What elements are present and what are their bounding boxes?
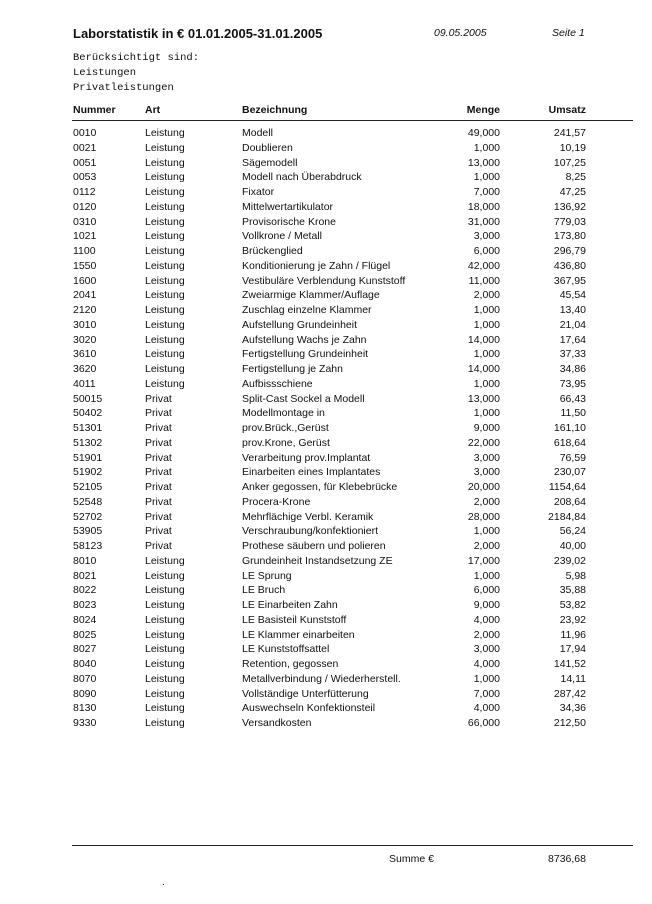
cell-bezeichnung: Sägemodell — [242, 156, 298, 169]
cell-bezeichnung: Verschraubung/konfektioniert — [242, 525, 379, 538]
cell-bezeichnung: Modell — [242, 127, 273, 139]
cell-art: Leistung — [145, 554, 185, 567]
cell-art: Leistung — [145, 245, 185, 257]
cell-nummer: 0021 — [73, 141, 97, 154]
column-header-umsatz: Umsatz — [548, 104, 586, 116]
cell-menge: 13,000 — [467, 156, 500, 169]
cell-art: Leistung — [145, 333, 185, 346]
cell-umsatz: 14,11 — [560, 672, 586, 685]
column-header-menge: Menge — [466, 104, 500, 116]
cell-nummer: 52702 — [73, 510, 103, 523]
cell-umsatz: 208,64 — [553, 495, 586, 508]
cell-bezeichnung: Split-Cast Sockel a Modell — [242, 392, 365, 405]
cell-menge: 9,000 — [473, 599, 500, 611]
cell-bezeichnung: Zweiarmige Klammer/Auflage — [242, 289, 380, 302]
cell-bezeichnung: Mehrflächige Verbl. Keramik — [242, 510, 374, 523]
cell-nummer: 8025 — [73, 628, 97, 641]
cell-art: Leistung — [145, 127, 185, 139]
cell-nummer: 53905 — [73, 525, 103, 538]
cell-menge: 6,000 — [473, 245, 500, 257]
cell-nummer: 1021 — [73, 230, 97, 243]
cell-nummer: 58123 — [73, 540, 103, 552]
table-row — [0, 142, 652, 157]
table-row — [0, 216, 652, 231]
table-row — [0, 614, 652, 629]
cell-menge: 22,000 — [467, 436, 500, 449]
table-row — [0, 481, 652, 496]
cell-bezeichnung: Verarbeitung prov.Implantat — [242, 451, 371, 464]
table-row — [0, 407, 652, 422]
cell-menge: 11,000 — [468, 274, 500, 287]
cell-menge: 49,000 — [467, 127, 500, 139]
cell-bezeichnung: Versandkosten — [242, 717, 312, 729]
cell-art: Leistung — [145, 658, 185, 670]
cell-art: Leistung — [145, 687, 185, 700]
cell-bezeichnung: LE Einarbeiten Zahn — [242, 599, 338, 611]
cell-umsatz: 136,92 — [553, 200, 586, 213]
cell-art: Leistung — [145, 171, 185, 184]
cell-umsatz: 161,10 — [553, 422, 586, 434]
cell-art: Leistung — [145, 717, 185, 729]
report-date: 09.05.2005 — [434, 27, 487, 39]
cell-nummer: 51301 — [73, 422, 103, 434]
table-row — [0, 525, 652, 540]
cell-umsatz: 8,25 — [565, 171, 586, 184]
cell-umsatz: 37,33 — [559, 348, 586, 361]
cell-menge: 1,000 — [473, 377, 500, 390]
cell-menge: 18,000 — [467, 200, 500, 213]
cell-umsatz: 212,50 — [553, 717, 586, 729]
table-row — [0, 157, 652, 172]
page-number: Seite 1 — [552, 27, 585, 39]
cell-nummer: 2120 — [73, 304, 97, 316]
cell-menge: 14,000 — [467, 333, 500, 346]
cell-nummer: 51302 — [73, 436, 103, 449]
cell-nummer: 3620 — [73, 363, 97, 375]
cell-nummer: 8070 — [73, 672, 97, 685]
table-row — [0, 511, 652, 526]
table-row — [0, 422, 652, 437]
cell-umsatz: 11,96 — [560, 628, 586, 641]
cell-art: Privat — [145, 510, 172, 523]
cell-art: Leistung — [145, 584, 185, 597]
cell-nummer: 0120 — [73, 200, 97, 213]
table-row — [0, 319, 652, 334]
cell-umsatz: 47,25 — [559, 186, 586, 198]
table-row — [0, 363, 652, 378]
cell-bezeichnung: Vestibuläre Verblendung Kunststoff — [242, 274, 406, 287]
cell-umsatz: 34,86 — [559, 363, 586, 375]
cell-umsatz: 107,25 — [553, 156, 586, 169]
cell-bezeichnung: Modellmontage in — [242, 407, 325, 420]
cell-umsatz: 40,00 — [559, 540, 586, 552]
cell-bezeichnung: Prothese säubern und polieren — [242, 540, 386, 552]
table-row — [0, 658, 652, 673]
cell-nummer: 1600 — [73, 274, 97, 287]
cell-nummer: 8023 — [73, 599, 97, 611]
cell-menge: 1,000 — [473, 672, 500, 685]
cell-bezeichnung: Aufstellung Grundeinheit — [242, 318, 357, 331]
table-row — [0, 186, 652, 201]
cell-nummer: 1550 — [73, 259, 97, 272]
cell-menge: 7,000 — [473, 186, 500, 198]
table-row — [0, 688, 652, 703]
cell-menge: 28,000 — [467, 510, 500, 523]
cell-bezeichnung: Retention, gegossen — [242, 658, 339, 670]
cell-art: Leistung — [145, 156, 185, 169]
cell-umsatz: 1154,64 — [548, 481, 586, 493]
cell-menge: 3,000 — [473, 230, 500, 243]
cell-art: Leistung — [145, 628, 185, 641]
cell-art: Privat — [145, 392, 172, 405]
table-row — [0, 171, 652, 186]
cell-nummer: 3020 — [73, 333, 97, 346]
cell-menge: 1,000 — [473, 171, 500, 184]
cell-nummer: 3010 — [73, 318, 97, 331]
cell-nummer: 51902 — [73, 466, 103, 479]
cell-art: Privat — [145, 495, 172, 508]
cell-bezeichnung: Einarbeiten eines Implantates — [242, 466, 381, 479]
cell-nummer: 50015 — [73, 392, 103, 405]
cell-umsatz: 17,94 — [559, 643, 586, 656]
cell-bezeichnung: Procera-Krone — [242, 495, 311, 508]
cell-art: Leistung — [145, 377, 185, 390]
cell-umsatz: 779,03 — [553, 215, 586, 228]
cell-umsatz: 173,80 — [553, 230, 586, 243]
cell-art: Leistung — [145, 702, 185, 715]
cell-umsatz: 45,54 — [559, 289, 586, 302]
column-header-bezeichnung: Bezeichnung — [242, 104, 308, 116]
cell-menge: 7,000 — [473, 687, 500, 700]
cell-menge: 9,000 — [473, 422, 500, 434]
table-row — [0, 393, 652, 408]
cell-umsatz: 13,40 — [559, 304, 586, 316]
table-row — [0, 717, 652, 732]
table-row — [0, 334, 652, 349]
cell-menge: 17,000 — [467, 554, 500, 567]
cell-art: Leistung — [145, 348, 185, 361]
table-row — [0, 127, 652, 142]
cell-art: Leistung — [145, 141, 185, 154]
cell-bezeichnung: Provisorische Krone — [242, 215, 336, 228]
table-row — [0, 378, 652, 393]
cell-art: Privat — [145, 451, 172, 464]
cell-bezeichnung: Metallverbindung / Wiederherstell. — [242, 672, 401, 685]
cell-art: Leistung — [145, 274, 185, 287]
sum-value: 8736,68 — [548, 853, 586, 865]
table-row — [0, 629, 652, 644]
cell-menge: 14,000 — [467, 363, 500, 375]
cell-bezeichnung: Brückenglied — [242, 245, 303, 257]
cell-menge: 2,000 — [473, 289, 500, 302]
cell-bezeichnung: Fertigstellung je Zahn — [242, 363, 343, 375]
cell-art: Leistung — [145, 289, 185, 302]
cell-umsatz: 21,04 — [559, 318, 586, 331]
cell-umsatz: 56,24 — [559, 525, 586, 538]
cell-umsatz: 5,98 — [565, 569, 586, 582]
cell-art: Leistung — [145, 643, 185, 656]
table-row — [0, 570, 652, 585]
cell-art: Leistung — [145, 613, 185, 626]
cell-bezeichnung: Vollständige Unterfütterung — [242, 687, 369, 700]
cell-umsatz: 618,64 — [553, 436, 586, 449]
cell-nummer: 8010 — [73, 554, 97, 567]
cell-nummer: 0053 — [73, 171, 97, 184]
cell-art: Leistung — [145, 318, 185, 331]
statistics-table — [0, 127, 652, 732]
cell-nummer: 8090 — [73, 687, 97, 700]
cell-umsatz: 73,95 — [559, 377, 586, 390]
cell-bezeichnung: LE Basisteil Kunststoff — [242, 613, 347, 626]
cell-bezeichnung: Mittelwertartikulator — [242, 200, 334, 213]
cell-menge: 1,000 — [473, 318, 500, 331]
cell-bezeichnung: Aufstellung Wachs je Zahn — [242, 333, 367, 346]
cell-nummer: 0112 — [73, 186, 96, 198]
cell-menge: 4,000 — [473, 613, 500, 626]
cell-bezeichnung: Modell nach Überabdruck — [242, 171, 362, 184]
cell-menge: 3,000 — [473, 466, 500, 479]
table-row — [0, 437, 652, 452]
cell-umsatz: 367,95 — [553, 274, 586, 287]
cell-umsatz: 23,92 — [559, 613, 586, 626]
table-row — [0, 201, 652, 216]
cell-menge: 3,000 — [473, 643, 500, 656]
cell-nummer: 2041 — [73, 289, 97, 302]
cell-bezeichnung: Grundeinheit Instandsetzung ZE — [242, 554, 393, 567]
column-header-nummer: Nummer — [73, 104, 116, 116]
cell-menge: 66,000 — [467, 717, 500, 729]
cell-bezeichnung: Zuschlag einzelne Klammer — [242, 304, 372, 316]
cell-nummer: 51901 — [73, 451, 103, 464]
cell-nummer: 52548 — [73, 495, 103, 508]
cell-menge: 13,000 — [467, 392, 500, 405]
cell-menge: 4,000 — [473, 658, 500, 670]
cell-art: Privat — [145, 466, 172, 479]
cell-nummer: 1100 — [73, 245, 96, 257]
cell-art: Leistung — [145, 304, 185, 316]
cell-umsatz: 10,19 — [559, 141, 586, 154]
cell-umsatz: 230,07 — [553, 466, 586, 479]
header-rule — [72, 120, 633, 121]
cell-bezeichnung: Vollkrone / Metall — [242, 230, 322, 243]
cell-art: Privat — [145, 422, 172, 434]
cell-nummer: 0051 — [73, 156, 97, 169]
cell-menge: 6,000 — [473, 584, 500, 597]
cell-menge: 1,000 — [473, 141, 500, 154]
cell-art: Privat — [145, 540, 172, 552]
cell-bezeichnung: Konditionierung je Zahn / Flügel — [242, 259, 391, 272]
stray-dot: . — [162, 877, 165, 888]
sum-label: Summe € — [389, 853, 434, 865]
cell-umsatz: 76,59 — [559, 451, 586, 464]
cell-bezeichnung: LE Kunststoffsattel — [242, 643, 330, 656]
cell-nummer: 8040 — [73, 658, 97, 670]
cell-menge: 4,000 — [473, 702, 500, 715]
cell-art: Leistung — [145, 186, 185, 198]
cell-bezeichnung: Fixator — [242, 186, 275, 198]
cell-umsatz: 141,52 — [553, 658, 586, 670]
cell-art: Leistung — [145, 230, 185, 243]
cell-menge: 1,000 — [473, 304, 500, 316]
cell-umsatz: 241,57 — [553, 127, 586, 139]
cell-umsatz: 296,79 — [553, 245, 586, 257]
column-header-art: Art — [145, 104, 161, 116]
cell-bezeichnung: Auswechseln Konfektionsteil — [242, 702, 376, 715]
cell-umsatz: 239,02 — [553, 554, 586, 567]
cell-art: Leistung — [145, 363, 185, 375]
table-row — [0, 643, 652, 658]
cell-umsatz: 11,50 — [560, 407, 586, 420]
cell-nummer: 9330 — [73, 717, 97, 729]
cell-menge: 1,000 — [473, 407, 500, 420]
table-row — [0, 540, 652, 555]
cell-menge: 31,000 — [467, 215, 500, 228]
table-row — [0, 230, 652, 245]
table-row — [0, 275, 652, 290]
cell-art: Leistung — [145, 599, 185, 611]
cell-bezeichnung: Anker gegossen, für Klebebrücke — [242, 481, 398, 493]
cell-art: Leistung — [145, 215, 185, 228]
cell-menge: 1,000 — [473, 348, 500, 361]
cell-art: Privat — [145, 436, 172, 449]
footer-rule — [72, 845, 633, 846]
note-line: Leistungen — [73, 67, 137, 79]
cell-art: Leistung — [145, 672, 185, 685]
cell-umsatz: 66,43 — [559, 392, 586, 405]
cell-umsatz: 17,64 — [559, 333, 586, 346]
cell-nummer: 8022 — [73, 584, 97, 597]
cell-nummer: 8024 — [73, 613, 97, 626]
table-row — [0, 289, 652, 304]
cell-umsatz: 2184,84 — [548, 510, 586, 523]
table-row — [0, 245, 652, 260]
cell-bezeichnung: LE Sprung — [242, 569, 292, 582]
cell-menge: 2,000 — [473, 495, 500, 508]
table-row — [0, 466, 652, 481]
cell-bezeichnung: Fertigstellung Grundeinheit — [242, 348, 369, 361]
cell-menge: 2,000 — [473, 628, 500, 641]
cell-art: Leistung — [145, 200, 185, 213]
cell-menge: 1,000 — [473, 569, 500, 582]
cell-nummer: 52105 — [73, 481, 103, 493]
table-row — [0, 584, 652, 599]
cell-menge: 20,000 — [467, 481, 500, 493]
cell-bezeichnung: prov.Brück.,Gerüst — [242, 422, 329, 434]
cell-nummer: 4011 — [73, 377, 96, 390]
cell-bezeichnung: LE Klammer einarbeiten — [242, 628, 355, 641]
cell-menge: 42,000 — [467, 259, 500, 272]
cell-umsatz: 53,82 — [559, 599, 586, 611]
cell-art: Leistung — [145, 259, 185, 272]
cell-nummer: 8021 — [73, 569, 97, 582]
cell-nummer: 0010 — [73, 127, 97, 139]
cell-umsatz: 34,36 — [559, 702, 586, 715]
cell-menge: 1,000 — [473, 525, 500, 538]
cell-nummer: 50402 — [73, 407, 103, 420]
note-line: Privatleistungen — [73, 82, 174, 94]
cell-nummer: 8027 — [73, 643, 97, 656]
table-row — [0, 260, 652, 275]
cell-nummer: 0310 — [73, 215, 97, 228]
cell-bezeichnung: prov.Krone, Gerüst — [242, 436, 330, 449]
table-row — [0, 673, 652, 688]
cell-umsatz: 436,80 — [553, 259, 586, 272]
cell-bezeichnung: Aufbissschiene — [242, 377, 313, 390]
cell-bezeichnung: Doublieren — [242, 141, 293, 154]
cell-menge: 2,000 — [473, 540, 500, 552]
cell-umsatz: 35,88 — [559, 584, 586, 597]
cell-art: Privat — [145, 525, 172, 538]
cell-art: Leistung — [145, 569, 185, 582]
table-row — [0, 304, 652, 319]
cell-bezeichnung: LE Bruch — [242, 584, 286, 597]
note-line: Berücksichtigt sind: — [73, 52, 200, 64]
cell-nummer: 3610 — [73, 348, 97, 361]
cell-art: Privat — [145, 407, 172, 420]
table-row — [0, 702, 652, 717]
table-row — [0, 496, 652, 511]
table-row — [0, 348, 652, 363]
report-title: Laborstatistik in € 01.01.2005-31.01.2005 — [73, 26, 323, 41]
table-row — [0, 599, 652, 614]
cell-umsatz: 287,42 — [553, 687, 586, 700]
table-row — [0, 555, 652, 570]
cell-menge: 3,000 — [473, 451, 500, 464]
cell-art: Privat — [145, 481, 172, 493]
cell-nummer: 8130 — [73, 702, 97, 715]
table-row — [0, 452, 652, 467]
